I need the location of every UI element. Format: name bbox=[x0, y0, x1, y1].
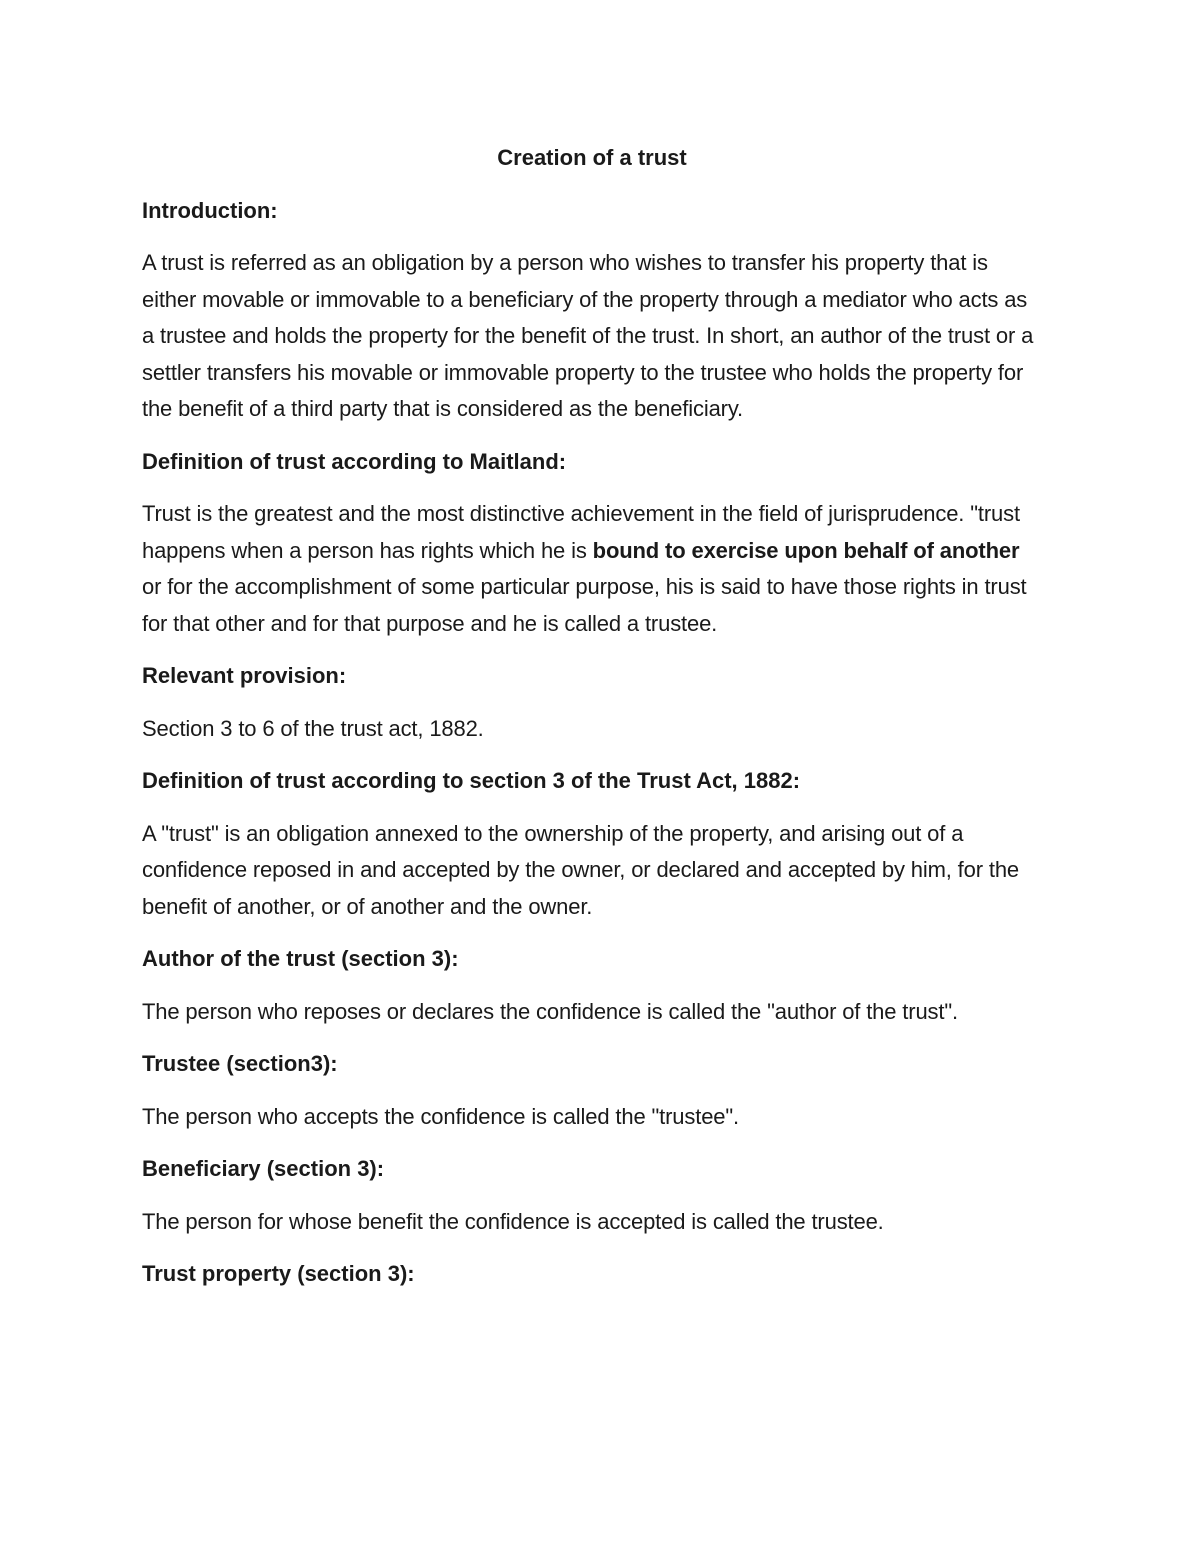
section-paragraph-maitland bbox=[142, 496, 1042, 642]
section-heading-beneficiary: Beneficiary (section 3): bbox=[142, 1156, 385, 1181]
section-paragraph-author-of-trust: The person who reposes or declares the confidence is called the "author of the trust". bbox=[142, 998, 958, 1024]
section-heading-definition-section-3: Definition of trust according to section 3 of the Trust Act, 1882: bbox=[142, 768, 801, 793]
document-page bbox=[142, 140, 1042, 1309]
maitland-text-after: or for the accomplishment of some particular purpose, his is said to have those rights in trust for that other and for that purpose and he is called a trustee. bbox=[142, 574, 1027, 636]
section-heading-maitland: Definition of trust according to Maitland: bbox=[142, 448, 567, 474]
section-heading-author-of-trust: Author of the trust (section 3): bbox=[142, 946, 459, 971]
section-paragraph-introduction: A trust is referred as an obligation by a person who wishes to transfer his property that is either movable or immovable to a beneficiary of the property through a mediator who acts as a trustee and holds the property for the benefit of the trust. In short, an author of the trust or a settler transfers his movable or immovable property to the trustee who holds the property for the benefit of a third party that is considered as the beneficiary. bbox=[142, 250, 1034, 421]
maitland-text-before: Trust is the greatest and the most distinctive achievement in the field of jurisprudence. "trust happens when a person has rights which he is bbox=[142, 501, 1020, 563]
section-heading-introduction: Introduction: bbox=[142, 197, 278, 223]
maitland-text-bold: bound to exercise upon behalf of another bbox=[592, 537, 1020, 563]
section-heading-trustee: Trustee (section3): bbox=[142, 1051, 338, 1076]
document-title: Creation of a trust bbox=[497, 145, 687, 170]
section-paragraph-beneficiary: The person for whose benefit the confidence is accepted is called the trustee. bbox=[142, 1208, 884, 1234]
section-heading-relevant-provision: Relevant provision: bbox=[142, 663, 347, 688]
section-heading-trust-property: Trust property (section 3): bbox=[142, 1261, 415, 1286]
section-paragraph-trustee: The person who accepts the confidence is called the "trustee". bbox=[142, 1103, 740, 1129]
section-paragraph-relevant-provision: Section 3 to 6 of the trust act, 1882. bbox=[142, 715, 484, 741]
section-paragraph-definition-section-3: A "trust" is an obligation annexed to the ownership of the property, and arising out of a confidence reposed in and accepted by the owner, or declared and accepted by him, for the benefit of another, or of another and the owner. bbox=[142, 820, 1020, 919]
